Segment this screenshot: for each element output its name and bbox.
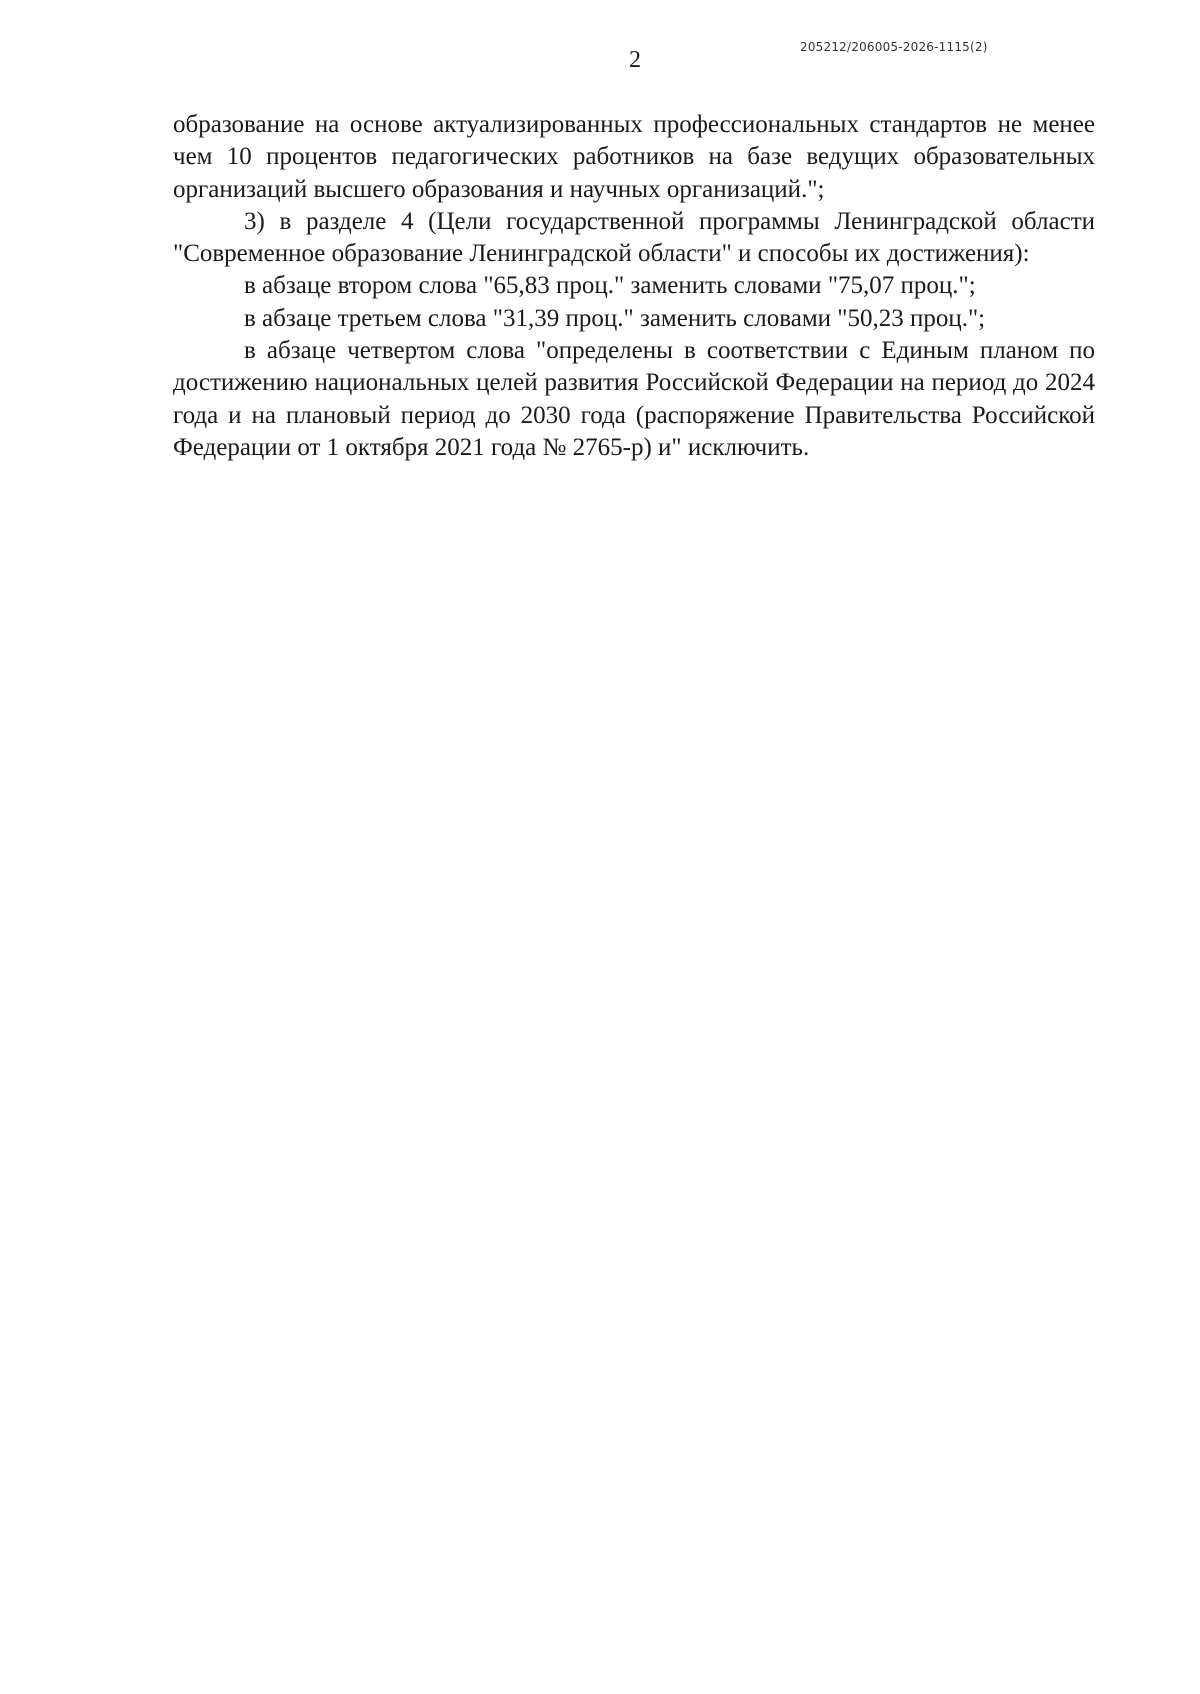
document-id: 205212/206005-2026-1115(2) [800, 40, 988, 54]
paragraph-amend-third: в абзаце третьем слова "31,39 проц." заменить словами "50,23 проц."; [244, 304, 986, 332]
document-body [173, 109, 1095, 464]
paragraph-amend-second: в абзаце втором слова "65,83 проц." заменить словами "75,07 проц."; [244, 272, 976, 300]
paragraph-amend-fourth: в абзаце четвертом слова "определены в соответствии с Единым планом по достижению национальных целей развития Российской Федерации на период до 2024 года и на плановый период до 2030 года (распоряжение Правительства Российской Федерации от 1 октября 2021 года № 2765-р) и" исключить. [173, 337, 1095, 461]
paragraph-item-3: 3) в разделе 4 (Цели государственной программы Ленинградской области "Современное образование Ленинградской области" и способы их достижения): [173, 207, 1095, 268]
paragraph-continuation: образование на основе актуализированных профессиональных стандартов не менее чем 10 процентов педагогических работников на базе ведущих образовательных организаций высшего образования и научных организаций."; [173, 111, 1095, 203]
page-number: 2 [629, 47, 641, 73]
